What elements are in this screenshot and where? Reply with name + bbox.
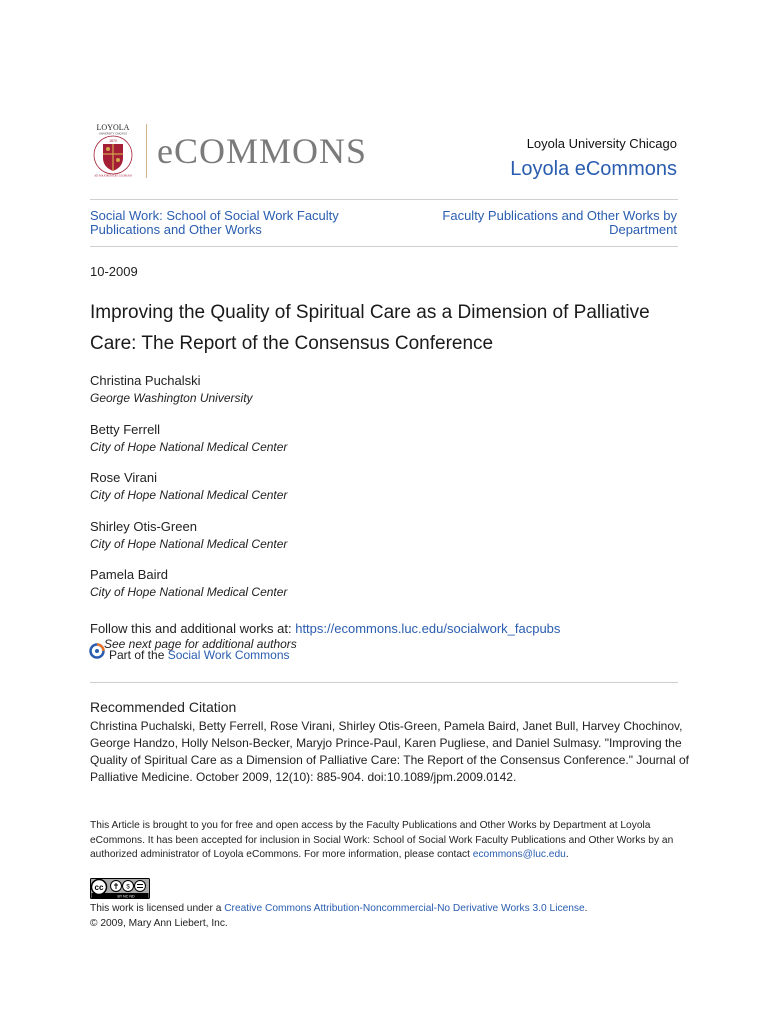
cc-terms: BY NC ND <box>117 894 135 899</box>
author-entry <box>90 373 590 422</box>
part-of-line <box>109 648 290 662</box>
logo-divider <box>146 124 147 178</box>
license-link[interactable]: Creative Commons Attribution-Noncommercial-No Derivative Works 3.0 License <box>224 903 585 914</box>
author-affiliation: City of Hope National Medical Center <box>90 585 288 599</box>
author-entry <box>90 422 590 471</box>
author-name: Shirley Otis-Green <box>90 518 197 534</box>
loyola-logo[interactable] <box>90 122 150 178</box>
license-block <box>90 902 690 931</box>
university-name: Loyola University Chicago <box>526 136 677 151</box>
author-entry <box>90 567 590 616</box>
cc-label: cc <box>94 883 104 892</box>
breadcrumb-rule <box>90 246 678 247</box>
article-title: Improving the Quality of Spiritual Care as a Dimension of Palliative Care: The Report of the Consensus Conference <box>90 302 650 354</box>
breadcrumb-collection-link[interactable]: Social Work: School of Social Work Faculty Publications and Other Works <box>90 208 339 237</box>
contact-email-link[interactable]: ecommons@luc.edu <box>472 849 566 860</box>
access-notice <box>90 819 680 863</box>
author-affiliation: George Washington University <box>90 391 253 405</box>
author-name: Christina Puchalski <box>90 373 201 388</box>
author-affiliation: City of Hope National Medical Center <box>90 488 288 502</box>
collection-url-link[interactable]: https://ecommons.luc.edu/socialwork_facpubs <box>295 621 561 636</box>
citation-rule <box>90 682 678 683</box>
license-text: This work is licensed under a <box>90 903 225 914</box>
license-end: . <box>584 903 588 914</box>
part-of-text: Part of the <box>109 648 168 662</box>
copyright-line: © 2009, Mary Ann Liebert, Inc. <box>90 917 228 929</box>
author-list <box>90 373 590 616</box>
bepress-network-icon <box>89 643 105 659</box>
author-affiliation: City of Hope National Medical Center <box>90 536 288 551</box>
logo-motto: AD MAJOREM DEI GLORIAM <box>94 174 132 178</box>
logo-year: 1870 <box>109 139 117 143</box>
breadcrumb-department-link[interactable]: Faculty Publications and Other Works by Department <box>442 208 677 237</box>
header-rule <box>90 199 678 200</box>
follow-text: Follow this and additional works at: <box>90 621 296 636</box>
author-name: Pamela Baird <box>90 567 169 582</box>
notice-text: This Article is brought to you for free and open access by the Faculty Publications and Other Works by Department at Loyola eCommons. It has been accepted for inclusion in Social Work: School of Social Work Faculty Publications and Other Works by an authorized administrator of Loyola eCommons. For more information, please contact <box>90 820 674 860</box>
creative-commons-badge[interactable] <box>90 878 150 899</box>
logo-top-text: LOYOLA <box>96 123 130 132</box>
see-next-page-note: See next page for additional authors <box>104 637 297 651</box>
notice-end: . <box>565 849 569 860</box>
license-line <box>90 902 690 917</box>
author-entry <box>90 519 590 568</box>
author-name: Betty Ferrell <box>90 421 161 437</box>
loyola-ecommons-link[interactable]: Loyola eCommons <box>510 158 677 180</box>
follow-line <box>90 621 560 636</box>
logo-sub-text: UNIVERSITY CHICAGO <box>98 132 128 136</box>
citation-body: Christina Puchalski, Betty Ferrell, Rose Virani, Shirley Otis-Green, Pamela Baird, Janet Bull, Harvey Chochinov, George Handzo, Holly Nelson-Becker, Maryjo Prince-Paul, Karen Pugliese, and Daniel Sulmasy. "Improving the Quality of Spiritual Care as a Dimension of Palliative Care: The Report of the Consensus Conference." Journal of Palliative Medicine. October 2009, 12(10): 885-904. doi:10.1089/jpm.2009.0142. <box>90 719 690 784</box>
citation-heading: Recommended Citation <box>90 699 237 715</box>
svg-text:$: $ <box>126 884 130 891</box>
author-name: Rose Virani <box>90 470 157 485</box>
social-work-commons-link[interactable]: Social Work Commons <box>167 648 290 662</box>
publication-date: 10-2009 <box>90 264 138 279</box>
ecommons-wordmark[interactable]: eCOMMONS <box>157 131 368 171</box>
author-entry <box>90 470 590 519</box>
author-affiliation: City of Hope National Medical Center <box>90 439 288 454</box>
